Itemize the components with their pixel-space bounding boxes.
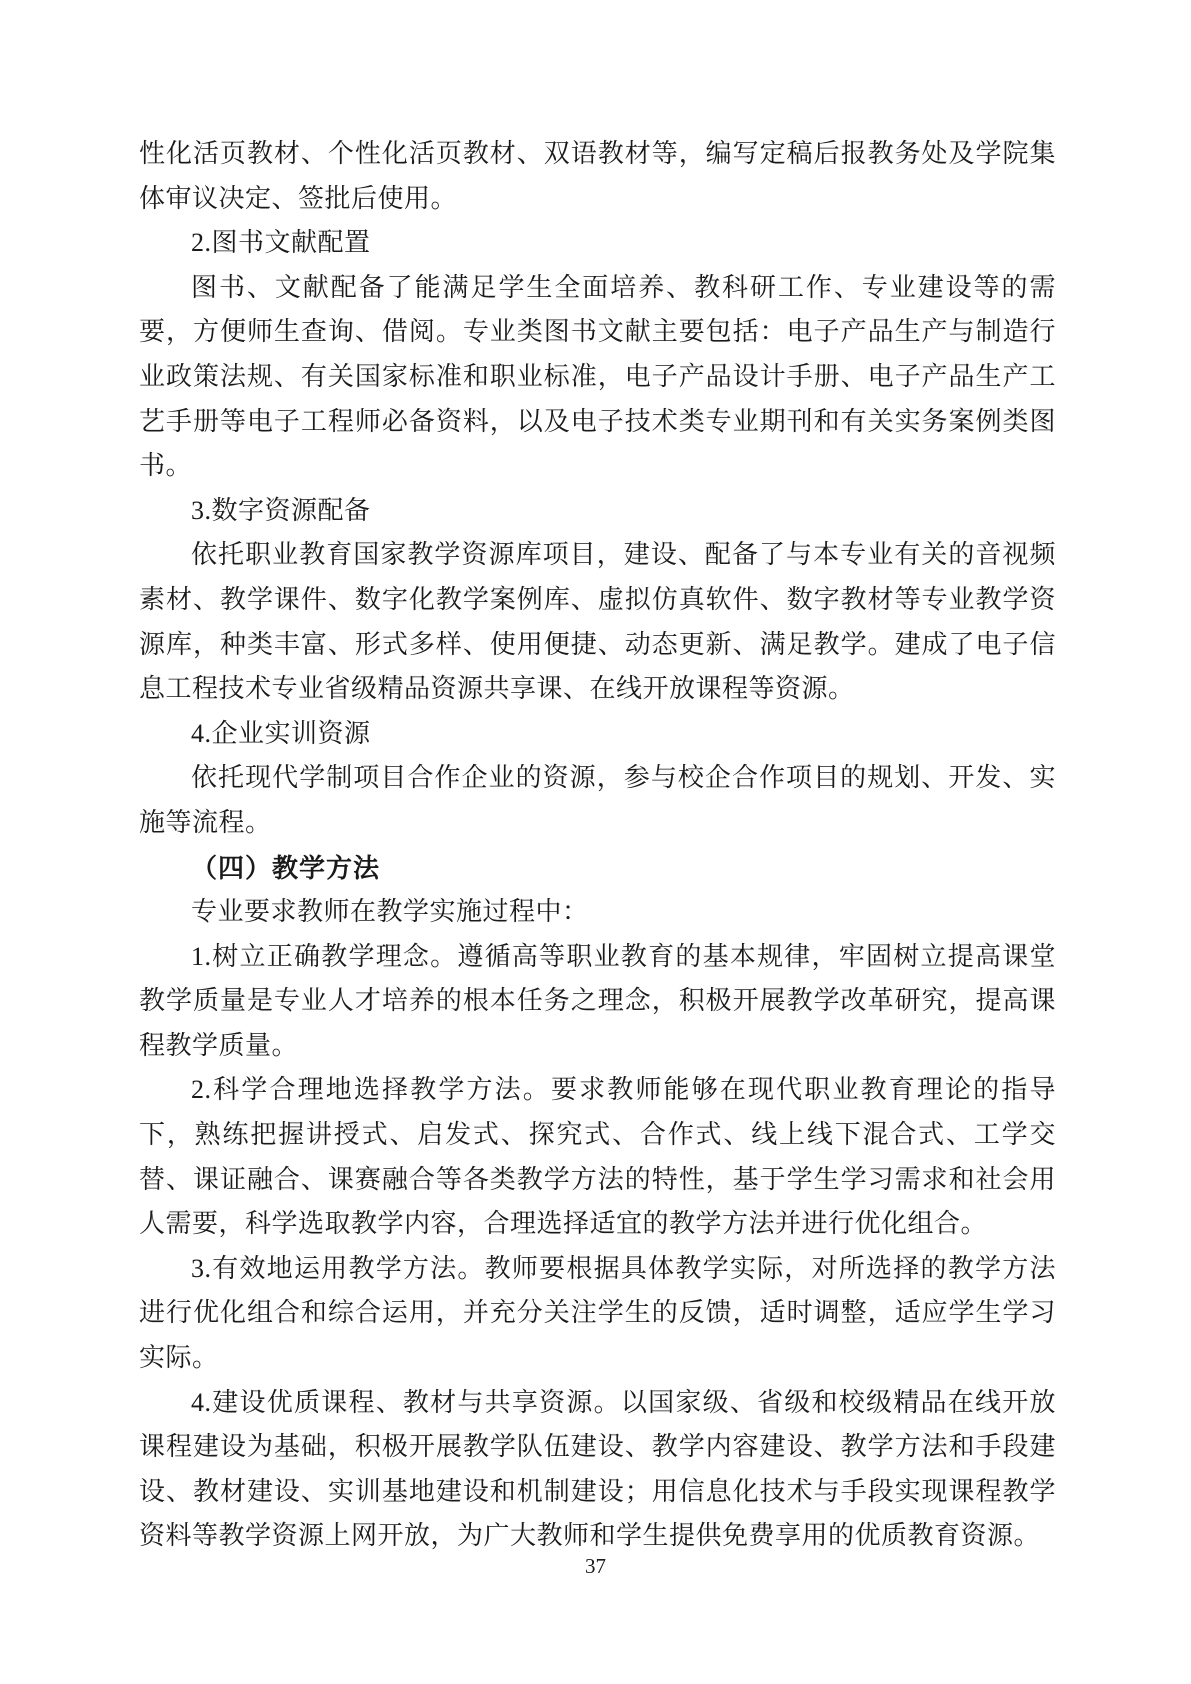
paragraph-teaching-point-4: 4.建设优质课程、教材与共享资源。以国家级、省级和校级精品在线开放课程建设为基础，积极开展教学队伍建设、教学内容建设、教学方法和手段建设、教材建设、实训基地建设和机制建设；用信息化技术与手段实现课程教学资料等教学资源上网开放，为广大教师和学生提供免费享用的优质教育资源。 — [139, 1387, 1056, 1551]
subheading-enterprise-training: 4.企业实训资源 — [191, 718, 371, 748]
paragraph-teaching-point-2: 2.科学合理地选择教学方法。要求教师能够在现代职业教育理论的指导下，熟练把握讲授式、启发式、探究式、合作式、线上线下混合式、工学交替、课证融合、课赛融合等各类教学方法的特性，基于学生学习需求和社会用人需要，科学选取教学内容，合理选择适宜的教学方法并进行优化组合。 — [139, 1075, 1056, 1239]
subheading-books-literature: 2.图书文献配置 — [191, 228, 371, 258]
page-number: 37 — [585, 1554, 606, 1578]
paragraph-books-literature: 图书、文献配备了能满足学生全面培养、教科研工作、专业建设等的需要，方便师生查询、借阅。专业类图书文献主要包括：电子产品生产与制造行业政策法规、有关国家标准和职业标准，电子产品设计手册、电子产品生产工艺手册等电子工程师必备资料，以及电子技术类专业期刊和有关实务案例类图书。 — [139, 272, 1056, 481]
paragraph-digital-resources: 依托职业教育国家教学资源库项目，建设、配备了与本专业有关的音视频素材、教学课件、数字化教学案例库、虚拟仿真软件、数字教材等专业教学资源库，种类丰富、形式多样、使用便捷、动态更新、满足教学。建成了电子信息工程技术专业省级精品资源共享课、在线开放课程等资源。 — [139, 540, 1056, 704]
paragraph-teaching-point-3: 3.有效地运用教学方法。教师要根据具体教学实际，对所选择的教学方法进行优化组合和综合运用，并充分关注学生的反馈，适时调整，适应学生学习实际。 — [139, 1253, 1056, 1373]
document-body — [139, 132, 1056, 1559]
paragraph-teaching-point-1: 1.树立正确教学理念。遵循高等职业教育的基本规律，牢固树立提高课堂教学质量是专业人才培养的根本任务之理念，积极开展教学改革研究，提高课程教学质量。 — [139, 941, 1056, 1060]
paragraph-enterprise-training: 依托现代学制项目合作企业的资源，参与校企合作项目的规划、开发、实施等流程。 — [139, 763, 1056, 837]
section-heading-teaching-methods: （四）教学方法 — [191, 852, 381, 883]
paragraph-continuation: 性化活页教材、个性化活页教材、双语教材等，编写定稿后报教务处及学院集体审议决定、签批后使用。 — [139, 139, 1056, 213]
subheading-digital-resources: 3.数字资源配备 — [191, 495, 371, 525]
paragraph-teaching-intro: 专业要求教师在教学实施过程中： — [191, 897, 589, 927]
